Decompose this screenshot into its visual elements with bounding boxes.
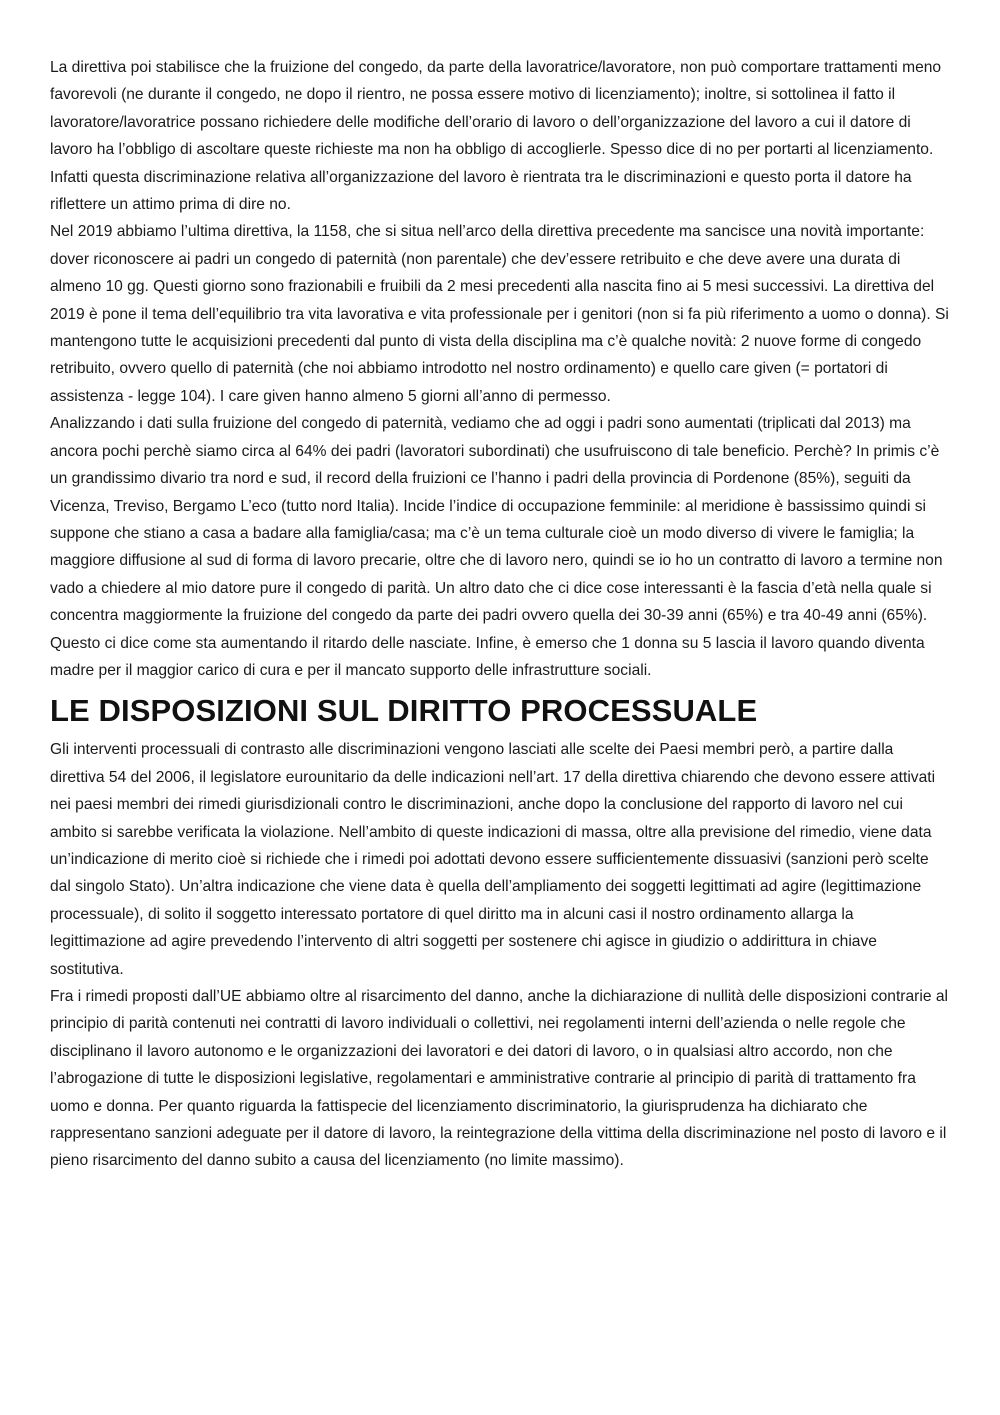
paragraph-congedo-trattamenti: La direttiva poi stabilisce che la fruizione del congedo, da parte della lavoratrice/lavoratore, non può comportare trattamenti meno favorevoli (ne durante il congedo, ne dopo il rientro, ne possa essere motivo di licenziamento); inoltre, si sottolinea il fatto il lavoratore/lavoratrice possano richiedere delle modifiche dell’orario di lavoro o dell’organizzazione del lavoro a cui il datore di lavoro ha l’obbligo di ascoltare queste richieste ma non ha obbligo di accoglierle. Spesso dice di no per portarti al licenziamento. Infatti questa discriminazione relativa all’organizzazione del lavoro è rientrata tra le discriminazioni e questo porta il datore ha riflettere un attimo prima di dire no. [50, 59, 942, 214]
paragraph-dati-paternita: Analizzando i dati sulla fruizione del congedo di paternità, vediamo che ad oggi i padri sono aumentati (triplicati dal 2013) ma ancora pochi perchè siamo circa al 64% dei padri (lavoratori subordinati) che usufruiscono di tale beneficio. Perchè? In primis c’è un grandissimo divario tra nord e sud, il record della fruizioni ce l’hanno i padri della provincia di Pordenone (85%), seguiti da Vicenza, Treviso, Bergamo L’eco (tutto nord Italia). Incide l’indice di occupazione femminile: al meridione è bassissimo quindi si suppone che stiano a casa a badare alla famiglia/casa; ma c’è un tema culturale cioè un modo diverso di vivere le famiglia; la maggiore diffusione al sud di forma di lavoro precarie, oltre che di lavoro nero, quindi se io ho un contratto di lavoro a termine non vado a chiedere al mio datore pure il congedo di parità. Un altro dato che ci dice cose interessanti è la fascia d’età nella quale si concentra maggiormente la fruizione del congedo da parte dei padri ovvero quella dei 30-39 anni (65%) e tra 40-49 anni (65%). Questo ci dice come sta aumentando il ritardo delle nasciate. Infine, è emerso che 1 donna su 5 lascia il lavoro quando diventa madre per il maggior carico di cura e per il mancato supporto delle infrastrutture sociali. [50, 415, 943, 679]
section-heading: LE DISPOSIZIONI SUL DIRITTO PROCESSUALE [50, 693, 758, 729]
paragraph-direttiva-2019: Nel 2019 abbiamo l’ultima direttiva, la 1158, che si situa nell’arco della direttiva precedente ma sancisce una novità importante: dover riconoscere ai padri un congedo di paternità (non parentale) che dev’essere retribuito e che deve avere una durata di almeno 10 gg. Questi giorno sono frazionabili e fruibili da 2 mesi precedenti alla nascita fino ai 5 mesi successivi. La direttiva del 2019 è pone il tema dell’equilibrio tra vita lavorativa e vita professionale per i genitori (non si fa più riferimento a uomo o donna). Si mantengono tutte le acquisizioni precedenti dal punto di vista della disciplina ma c’è qualche novità: 2 nuove forme di congedo retribuito, ovvero quello di paternità (che noi abbiamo introdotto nel nostro ordinamento) e quello care given (= portatori di assistenza - legge 104). I care given hanno almeno 5 giorni all’anno di permesso. [50, 223, 949, 405]
paragraph-interventi-processuali: Gli interventi processuali di contrasto alle discriminazioni vengono lasciati alle scelte dei Paesi membri però, a partire dalla direttiva 54 del 2006, il legislatore eurounitario da delle indicazioni nell’art. 17 della direttiva chiarendo che devono essere attivati nei paesi membri dei rimedi giurisdizionali contro le discriminazioni, anche dopo la conclusione del rapporto di lavoro nel cui ambito si sarebbe verificata la violazione. Nell’ambito di queste indicazioni di massa, oltre alla previsione del rimedio, viene data un’indicazione di merito cioè si richiede che i rimedi poi adottati devono essere sufficientemente dissuasivi (sanzioni però scelte dal singolo Stato). Un’altra indicazione che viene data è quella dell’ampliamento dei soggetti legittimati ad agire (legittimazione processuale), di solito il soggetto interessato portatore di quel diritto ma in alcuni casi il nostro ordinamento allarga la legittimazione ad agire prevedendo l’intervento di altri soggetti per sostenere chi agisce in giudizio o addirittura in chiave sostitutiva. [50, 741, 936, 978]
paragraph-rimedi-ue: Fra i rimedi proposti dall’UE abbiamo oltre al risarcimento del danno, anche la dichiarazione di nullità delle disposizioni contrarie al principio di parità contenuti nei contratti di lavoro individuali o collettivi, nei regolamenti interni dell’azienda o nelle regole che disciplinano il lavoro autonomo e le organizzazioni dei lavoratori e dei datori di lavoro, o in qualsiasi altro accordo, non che l’abrogazione di tutte le disposizioni legislative, regolamentari e amministrative contrarie al principio di parità di trattamento fra uomo e donna. Per quanto riguarda la fattispecie del licenziamento discriminatorio, la giurisprudenza ha dichiarato che rappresentano sanzioni adeguate per il datore di lavoro, la reintegrazione della vittima della discriminazione nel posto di lavoro e il pieno risarcimento del danno subito a causa del licenziamento (no limite massimo). [50, 988, 948, 1170]
document-page [50, 54, 950, 1175]
